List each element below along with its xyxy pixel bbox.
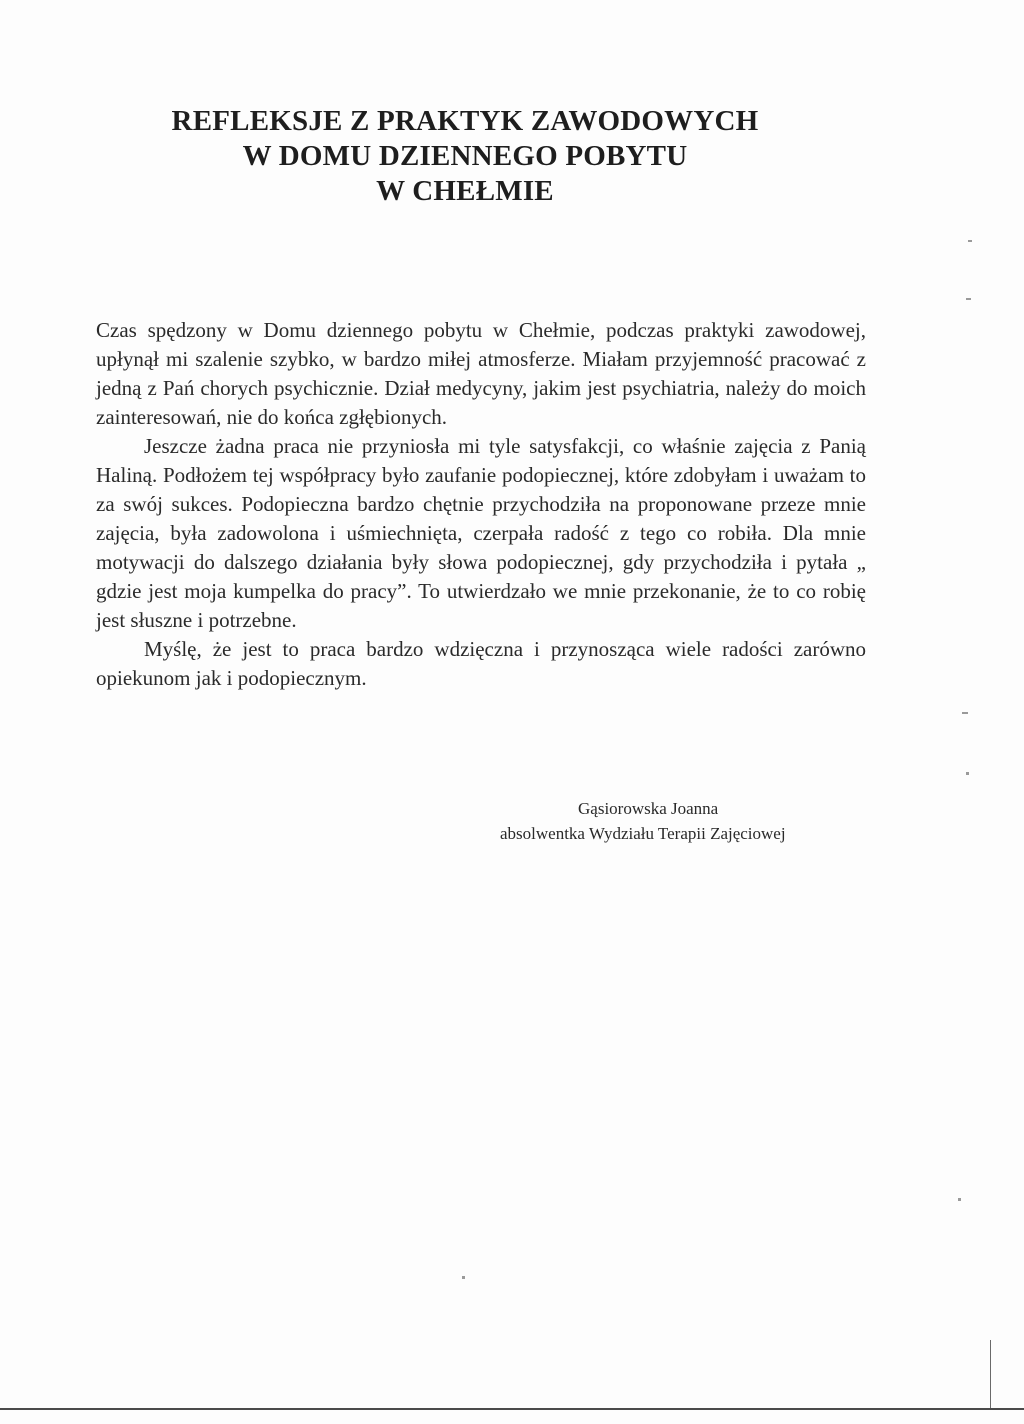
scan-speck [968,240,972,242]
signature-block [500,796,880,846]
scan-edge-bottom [0,1408,1024,1410]
author-name: Gąsiorowska Joanna [578,799,719,818]
scan-speck [962,712,968,714]
scan-speck [958,1198,961,1201]
title-line-3: W CHEŁMIE [376,175,554,207]
title-line-1: REFLEKSJE Z PRAKTYK ZAWODOWYCH [171,105,759,137]
document-body [96,316,866,693]
paragraph-3: Myślę, że jest to praca bardzo wdzięczna i przynosząca wiele radości zarówno opiekunom jak i podopiecznym. [96,637,866,690]
paragraph-1: Czas spędzony w Domu dziennego pobytu w Chełmie, podczas praktyki zawodowej, upłynął mi szalenie szybko, w bardzo miłej atmosferze. Miałam przyjemność pracować z jedną z Pań chorych psychicznie. Dział medycyny, jakim jest psychiatria, należy do moich zainteresowań, nie do końca zgłębionych. [96,318,866,429]
scan-speck [966,772,969,775]
scan-speck [966,298,971,300]
author-affiliation: absolwentka Wydziału Terapii Zajęciowej [500,824,786,843]
scan-edge-right [990,1340,991,1410]
scan-speck [462,1276,465,1279]
title-line-2: W DOMU DZIENNEGO POBYTU [242,140,688,172]
paragraph-2: Jeszcze żadna praca nie przyniosła mi tyle satysfakcji, co właśnie zajęcia z Panią Haliną. Podłożem tej współpracy było zaufanie podopiecznej, które zdobyłam i uważam to za swój sukces. Podopieczna bardzo chętnie przychodziła na proponowane przeze mnie zajęcia, była zadowolona i uśmiechnięta, czerpała radość z tego co robiła. Dla mnie motywacji do dalszego działania były słowa podopiecznej, gdy przychodziła i pytała „ gdzie jest moja kumpelka do pracy”. To utwierdzało we mnie przekonanie, że to co robię jest słuszne i potrzebne. [96,434,866,632]
document-title [0,104,930,209]
